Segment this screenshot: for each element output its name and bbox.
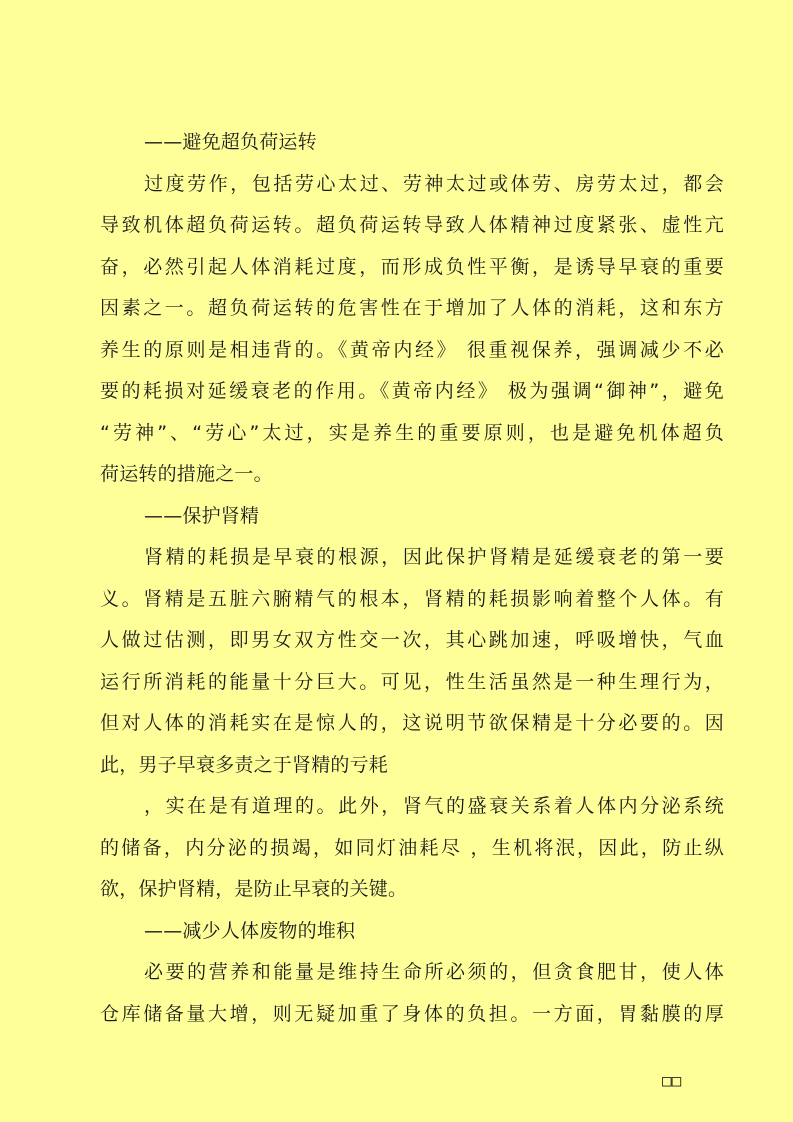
paragraph-line: 肾精的耗损是早衰的根源，因此保护肾精是延缓衰老的第一要 [144,546,724,568]
paragraph-line: 要的耗损对延缓衰老的作用。《黄帝内经》 极为强调“御神”，避免 [100,380,724,402]
paragraph-line: 人做过估测，即男女双方性交一次，其心跳加速，呼吸增快，气血 [100,629,724,651]
paragraph-line: 的储备，内分泌的损竭，如同灯油耗尽 ，生机将泯，因此，防止纵 [100,836,724,859]
paragraph-line: ，实在是有道理的。此外，肾气的盛衰关系着人体内分泌系统 [144,795,724,817]
paragraph-line: 必要的营养和能量是维持生命所必须的，但贪食肥甘，使人体 [144,961,724,983]
paragraph-line: 但对人体的消耗实在是惊人的，这说明节欲保精是十分必要的。因 [100,712,724,734]
paragraph-line: 荷运转的措施之一。 [100,463,273,485]
paragraph-line: 养生的原则是相违背的。《黄帝内经》 很重视保养，强调减少不必 [100,338,724,361]
paragraph-line: 导致机体超负荷运转。超负荷运转导致人体精神过度紧张、虚性亢 [100,214,724,236]
section-heading-protect-kidney-essence: ——保护肾精 [144,504,260,527]
paragraph-line: 仓库储备量大增，则无疑加重了身体的负担。一方面，胃黏膜的厚 [100,1002,724,1025]
paragraph-line: 运行所消耗的能量十分巨大。可见，性生活虽然是一种生理行为， [100,670,724,693]
document-body [100,122,724,1035]
paragraph-line: 义。肾精是五脏六腑精气的根本，肾精的耗损影响着整个人体。有 [100,587,724,610]
paragraph-line: 奋，必然引起人体消耗过度，而形成负性平衡，是诱导早衰的重要 [100,255,724,278]
page-number: □□ [662,1071,682,1090]
paragraph-line: 此，男子早衰多责之于肾精的亏耗 [100,753,389,776]
paragraph-line: “劳神”、“劳心”太过，实是养生的重要原则，也是避免机体超负 [100,421,724,444]
section-heading-reduce-waste: ——减少人体废物的堆积 [144,919,356,942]
paragraph-line: 因素之一。超负荷运转的危害性在于增加了人体的消耗，这和东方 [100,297,724,319]
paragraph-line: 欲，保护肾精，是防止早衰的关键。 [100,878,408,900]
section-heading-avoid-overload: ——避免超负荷运转 [144,131,317,153]
paragraph-line: 过度劳作，包括劳心太过、劳神太过或体劳、房劳太过，都会 [144,172,724,195]
